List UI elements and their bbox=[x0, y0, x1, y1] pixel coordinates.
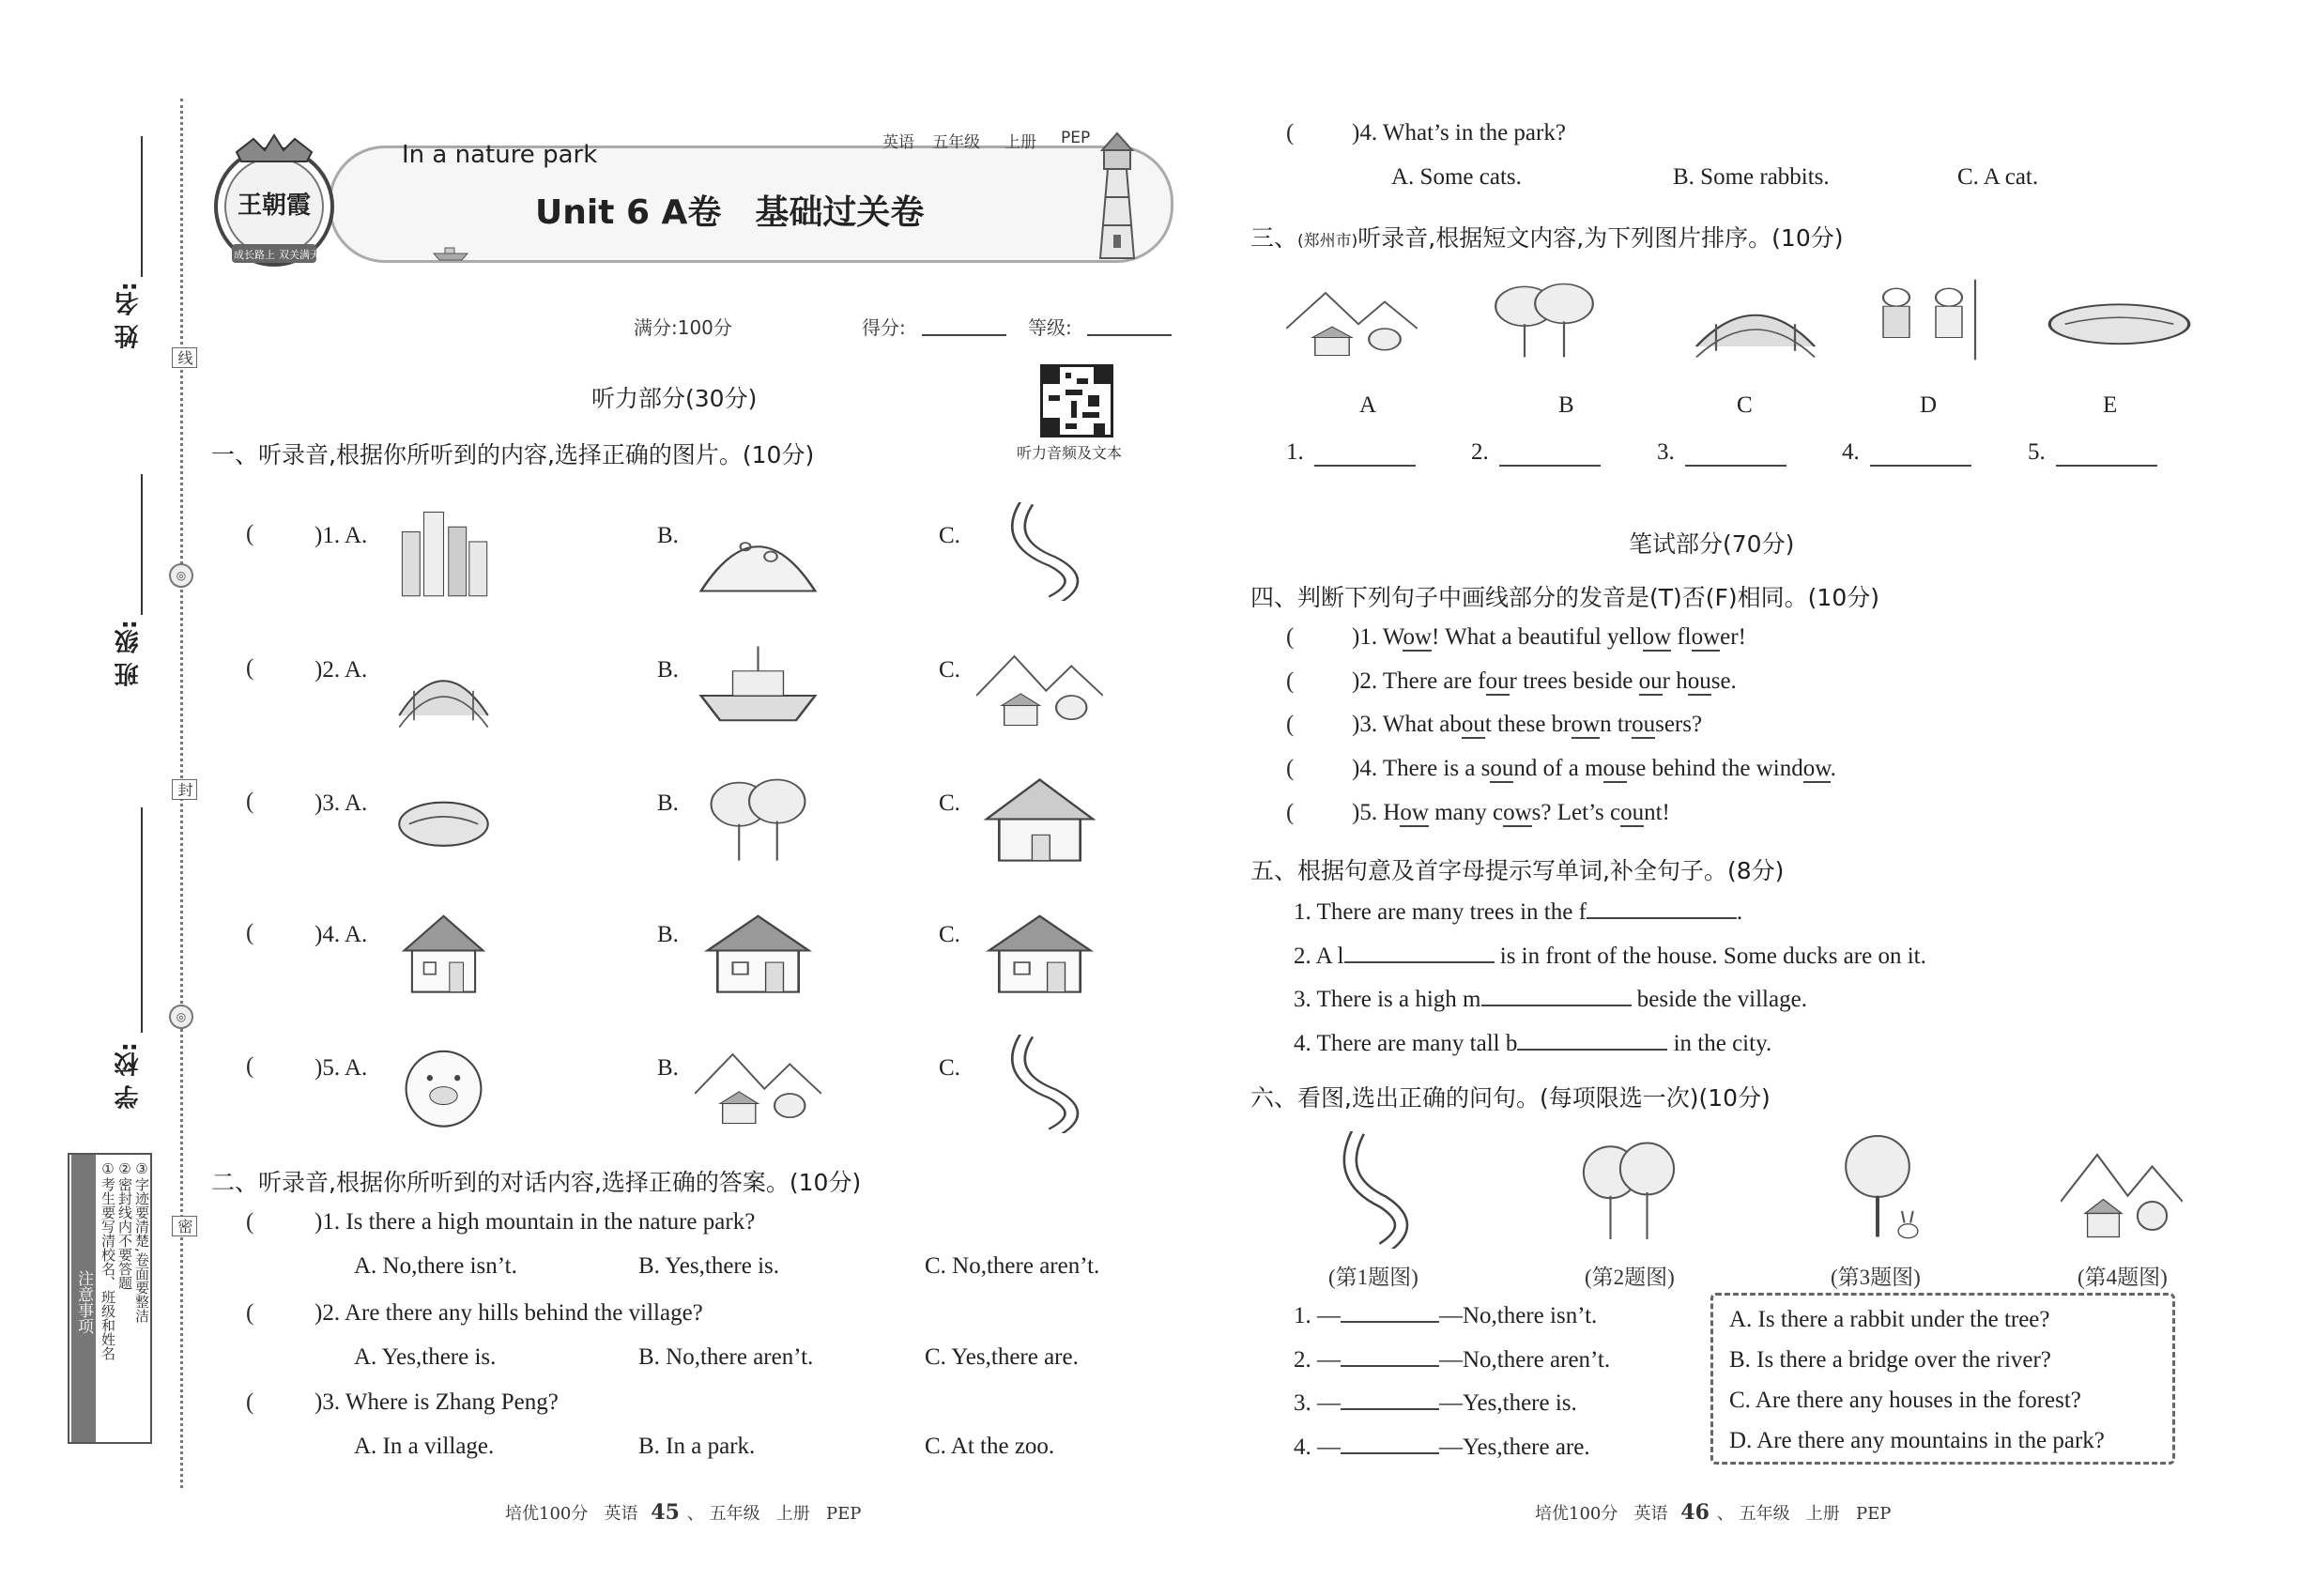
binding-mark-seal: 封 bbox=[172, 779, 197, 800]
sentence-text: H bbox=[1383, 800, 1401, 825]
underlined-letters: ou bbox=[1632, 712, 1656, 737]
pronunciation-sentence bbox=[1352, 668, 1737, 695]
sequence-picture-b[interactable] bbox=[1479, 275, 1610, 364]
sentence-text: W bbox=[1382, 624, 1403, 650]
footer-left: 培优100分 英语 45 、 五年级 上册 PEP bbox=[505, 1500, 862, 1525]
sentence-text: s? Let’s c bbox=[1531, 800, 1621, 825]
section-3-title bbox=[1250, 220, 1844, 253]
picture-caption: (第3题图) bbox=[1831, 1266, 1921, 1289]
option-c-label: C. bbox=[939, 523, 960, 548]
answer-paren-open[interactable]: ( bbox=[1286, 120, 1295, 146]
sentence-text: sers? bbox=[1655, 712, 1703, 737]
listen-question-row bbox=[0, 770, 1220, 873]
underlined-letters: ou bbox=[1461, 712, 1485, 737]
picture-label: D bbox=[1920, 392, 1938, 418]
full-score: 满分:100分 bbox=[634, 316, 732, 339]
underlined-letters: ow bbox=[1571, 712, 1601, 737]
river-village-picture[interactable] bbox=[976, 1035, 1103, 1133]
section-3-prefix: 三、 bbox=[1250, 224, 1298, 252]
question-picture-2 bbox=[1568, 1131, 1690, 1249]
option-b-label: B. bbox=[657, 523, 679, 548]
class-label: 班 级: bbox=[115, 620, 143, 687]
section-1-title: 一、听录音,根据你所听到的内容,选择正确的图片。(10分) bbox=[211, 441, 815, 468]
sentence-text: There is a s bbox=[1382, 756, 1491, 781]
question-number: )4. bbox=[1352, 756, 1383, 781]
fill-in-sentence bbox=[1294, 897, 1742, 926]
sentence-text: se behind the wind bbox=[1626, 756, 1803, 781]
pronunciation-sentence bbox=[1352, 756, 1836, 782]
name-label: 姓 名: bbox=[115, 282, 143, 349]
footer-grade: 五年级 bbox=[709, 1504, 760, 1524]
notice-item: ③字迹要清楚,卷面要整洁 bbox=[133, 1160, 150, 1323]
listen-question-row bbox=[0, 502, 1220, 606]
sentence-prefix: 3. There is a high m bbox=[1294, 987, 1481, 1012]
mountain-village-picture[interactable] bbox=[695, 1035, 821, 1133]
page-number: 45 bbox=[651, 1500, 680, 1525]
question-picture-3 bbox=[1817, 1131, 1939, 1249]
forest-picture[interactable] bbox=[695, 770, 821, 868]
question-text: )3. Where is Zhang Peng? bbox=[314, 1389, 559, 1415]
tag-term: 上册 bbox=[1004, 133, 1036, 152]
word-blank[interactable] bbox=[1587, 897, 1737, 919]
hut-picture[interactable] bbox=[976, 770, 1103, 868]
section-4-title: 四、判断下列句子中画线部分的发音是(T)否(F)相同。(10分) bbox=[1250, 584, 1879, 611]
pronunciation-sentence bbox=[1352, 800, 1670, 826]
notice-box bbox=[68, 1153, 152, 1444]
question-blank[interactable] bbox=[1341, 1388, 1439, 1410]
qr-caption: 听力音频及文本 bbox=[1017, 444, 1123, 462]
question-number: )5. bbox=[1352, 800, 1384, 825]
sentence-text: nt! bbox=[1644, 800, 1670, 825]
option-c-label: C. bbox=[939, 657, 960, 683]
dialogue-line bbox=[1294, 1300, 1597, 1329]
brand-slogan: 成长路上 bbox=[234, 249, 275, 261]
sentence-text: r trees beside bbox=[1509, 668, 1639, 694]
dialogue-reply: —No,there isn’t. bbox=[1439, 1303, 1598, 1328]
picture-label: A bbox=[1359, 392, 1377, 418]
question-number: )3. bbox=[1352, 712, 1383, 737]
option-b[interactable]: B. Some rabbits. bbox=[1673, 164, 1830, 190]
dialogue-reply: —Yes,there is. bbox=[1439, 1390, 1577, 1416]
picture-label: C bbox=[1737, 392, 1753, 418]
question-number: )2. bbox=[1352, 668, 1383, 694]
word-blank[interactable] bbox=[1481, 984, 1632, 1006]
sequence-picture-a[interactable] bbox=[1286, 275, 1418, 364]
tag-edition: PEP bbox=[1061, 129, 1091, 147]
sentence-prefix: 1. There are many trees in the f bbox=[1294, 899, 1587, 925]
sentence-text: What ab bbox=[1382, 712, 1462, 737]
answer-paren-open[interactable]: ( bbox=[246, 655, 254, 681]
notice-item: ②密封线内不要答题 bbox=[116, 1160, 133, 1290]
sentence-suffix: . bbox=[1736, 899, 1743, 925]
brand-slogan: 双关满天 bbox=[279, 249, 320, 261]
underlined-letters: ou bbox=[1687, 668, 1711, 694]
dialogue-number: 2. — bbox=[1294, 1347, 1341, 1373]
question-number: )3. A. bbox=[314, 790, 368, 816]
sequence-picture-d[interactable] bbox=[1857, 275, 1988, 364]
option-c[interactable]: C. No,there aren’t. bbox=[925, 1253, 1100, 1279]
underlined-letters: ou bbox=[1638, 668, 1663, 694]
answer-paren-open[interactable]: ( bbox=[246, 1209, 254, 1235]
footer-edition: PEP bbox=[825, 1504, 862, 1524]
dialogue-number: 4. — bbox=[1294, 1435, 1341, 1460]
question-picture-1 bbox=[1310, 1131, 1432, 1249]
question-number: )1. bbox=[1352, 624, 1383, 650]
sequence-picture-c[interactable] bbox=[1690, 275, 1821, 364]
question-number: )5. A. bbox=[314, 1055, 368, 1081]
footer-term: 上册 bbox=[1805, 1504, 1840, 1524]
underlined-letters: ou bbox=[1490, 756, 1514, 781]
answer-paren-open[interactable]: ( bbox=[1286, 624, 1295, 650]
footer-grade: 五年级 bbox=[1739, 1504, 1790, 1524]
question-blank[interactable] bbox=[1341, 1300, 1439, 1323]
picture-caption: (第2题图) bbox=[1585, 1266, 1675, 1289]
dialogue-number: 1. — bbox=[1294, 1303, 1341, 1328]
order-blank[interactable] bbox=[1499, 465, 1601, 467]
section-3-city: (郑州市) bbox=[1297, 232, 1358, 251]
footer-book: 培优100分 bbox=[1535, 1504, 1618, 1524]
notice-title: 注意事项 bbox=[71, 1155, 96, 1442]
answer-paren-open[interactable]: ( bbox=[1286, 756, 1295, 781]
section-6-title: 六、看图,选出正确的问句。(每项限选一次)(10分) bbox=[1250, 1084, 1771, 1112]
word-blank[interactable] bbox=[1344, 941, 1495, 963]
dialogue-line bbox=[1294, 1432, 1590, 1461]
answer-paren-open[interactable]: ( bbox=[1286, 712, 1295, 737]
option-a[interactable]: A. In a village. bbox=[354, 1434, 495, 1459]
writing-part-title: 笔试部分(70分) bbox=[1629, 530, 1795, 558]
option-b-label: B. bbox=[657, 1055, 679, 1081]
answer-paren-open[interactable]: ( bbox=[246, 920, 254, 945]
sentence-suffix: beside the village. bbox=[1631, 987, 1807, 1012]
listen-question-row bbox=[0, 901, 1220, 1005]
order-number: 1. bbox=[1286, 439, 1304, 465]
underlined-letters: ou bbox=[1620, 800, 1645, 825]
sentence-text: er! bbox=[1720, 624, 1746, 650]
fill-in-sentence bbox=[1294, 1028, 1771, 1057]
sentence-text: r h bbox=[1662, 668, 1688, 694]
picture-label: E bbox=[2103, 392, 2118, 418]
dialogue-line bbox=[1294, 1344, 1610, 1373]
question-text: )4. What’s in the park? bbox=[1352, 120, 1566, 146]
binding-mark-line: 线 bbox=[172, 347, 197, 368]
option-b[interactable]: B. No,there aren’t. bbox=[638, 1344, 814, 1370]
sequence-picture-e[interactable] bbox=[2042, 275, 2197, 364]
brand-logo bbox=[208, 131, 340, 272]
sentence-text: fl bbox=[1671, 624, 1692, 650]
question-number: )4. A. bbox=[314, 922, 368, 947]
score-label: 得分: bbox=[862, 316, 906, 339]
option-a[interactable]: A. Yes,there is. bbox=[354, 1344, 497, 1370]
answer-paren-open[interactable]: ( bbox=[246, 1300, 254, 1326]
grade-label: 等级: bbox=[1028, 316, 1072, 339]
binding-mark-secret: 密 bbox=[172, 1216, 197, 1236]
sentence-text: many c bbox=[1428, 800, 1504, 825]
question-blank[interactable] bbox=[1341, 1432, 1439, 1454]
page-title: Unit 6 A卷 基础过关卷 bbox=[535, 193, 925, 232]
boat-picture[interactable] bbox=[695, 637, 821, 735]
option-b-label: B. bbox=[657, 790, 679, 816]
underlined-letters: ou bbox=[1602, 756, 1627, 781]
lake-picture[interactable] bbox=[394, 770, 493, 868]
footer-term: 上册 bbox=[775, 1504, 810, 1524]
listening-part-title: 听力部分(30分) bbox=[591, 385, 758, 412]
lighthouse-icon bbox=[1080, 122, 1155, 263]
option-c[interactable]: C. Yes,there are. bbox=[925, 1344, 1079, 1370]
option-b[interactable]: B. Yes,there is. bbox=[638, 1253, 780, 1279]
underlined-letters: ow bbox=[1400, 800, 1429, 825]
sentence-text: se. bbox=[1710, 668, 1737, 694]
sentence-text: . bbox=[1830, 756, 1836, 781]
section-3-title-text: 听录音,根据短文内容,为下列图片排序。(10分) bbox=[1357, 224, 1844, 252]
picture-caption: (第1题图) bbox=[1328, 1266, 1418, 1289]
option-c[interactable]: C. At the zoo. bbox=[925, 1434, 1055, 1459]
footer-subject: 英语 bbox=[1633, 1504, 1668, 1524]
pig-face-picture[interactable] bbox=[394, 1035, 493, 1133]
order-number: 2. bbox=[1471, 439, 1489, 465]
pronunciation-sentence bbox=[1352, 624, 1746, 651]
answer-paren-open[interactable]: ( bbox=[246, 1053, 254, 1079]
order-number: 5. bbox=[2028, 439, 2046, 465]
answer-paren-open[interactable]: ( bbox=[246, 789, 254, 814]
page-number: 46 bbox=[1680, 1500, 1710, 1525]
sentence-text: nd of a m bbox=[1513, 756, 1603, 781]
order-number: 3. bbox=[1657, 439, 1675, 465]
sentence-suffix: in the city. bbox=[1667, 1031, 1772, 1056]
brand-name: 王朝霞 bbox=[237, 192, 311, 220]
underlined-letters: ow bbox=[1503, 800, 1532, 825]
house-with-dog-picture[interactable] bbox=[976, 901, 1103, 1000]
unit-subtitle: In a nature park bbox=[402, 141, 598, 169]
sentence-prefix: 2. A l bbox=[1294, 944, 1344, 969]
grade-field[interactable] bbox=[1087, 334, 1172, 336]
underlined-letters: ow bbox=[1802, 756, 1831, 781]
sentence-text: t these br bbox=[1484, 712, 1572, 737]
picture-label: B bbox=[1558, 392, 1574, 418]
option-b-label: B. bbox=[657, 922, 679, 947]
school-label: 学 校: bbox=[115, 1042, 143, 1110]
question-picture-4 bbox=[2061, 1131, 2183, 1249]
answer-option: D. Are there any mountains in the park? bbox=[1729, 1428, 2105, 1453]
sentence-prefix: 4. There are many tall b bbox=[1294, 1031, 1518, 1056]
tag-subject: 英语 bbox=[882, 133, 914, 152]
order-blank[interactable] bbox=[2056, 465, 2157, 467]
order-blank[interactable] bbox=[1685, 465, 1786, 467]
name-field[interactable] bbox=[141, 136, 143, 277]
question-number: )1. A. bbox=[314, 523, 368, 548]
option-a[interactable]: A. No,there isn’t. bbox=[354, 1253, 517, 1279]
answer-paren-open[interactable]: ( bbox=[1286, 800, 1295, 825]
answer-option: B. Is there a bridge over the river? bbox=[1729, 1347, 2051, 1373]
question-blank[interactable] bbox=[1341, 1344, 1439, 1367]
binding-coin-icon: ◎ bbox=[169, 1005, 193, 1029]
notice-item: ①考生要写清校名、班级和姓名 bbox=[100, 1160, 116, 1360]
option-c[interactable]: C. A cat. bbox=[1957, 164, 2039, 190]
qr-code-icon[interactable] bbox=[1040, 364, 1113, 437]
underlined-letters: ow bbox=[1642, 624, 1672, 650]
bridge-picture[interactable] bbox=[394, 637, 493, 735]
question-text: )2. Are there any hills behind the village? bbox=[314, 1300, 703, 1326]
sentence-text: n tr bbox=[1600, 712, 1633, 737]
sentence-suffix: is in front of the house. Some ducks are on it. bbox=[1494, 944, 1926, 969]
dialogue-number: 3. — bbox=[1294, 1390, 1341, 1416]
dialogue-reply: —Yes,there are. bbox=[1439, 1435, 1590, 1460]
footer-edition: PEP bbox=[1855, 1504, 1892, 1524]
footer-book: 培优100分 bbox=[505, 1504, 589, 1524]
option-b[interactable]: B. In a park. bbox=[638, 1434, 756, 1459]
word-blank[interactable] bbox=[1517, 1028, 1667, 1051]
answer-options-box bbox=[1710, 1293, 2175, 1465]
underlined-letters: ou bbox=[1485, 668, 1510, 694]
sentence-text: ! What a beautiful yell bbox=[1432, 624, 1643, 650]
option-c-label: C. bbox=[939, 790, 960, 816]
section-2-title: 二、听录音,根据你所听到的对话内容,选择正确的答案。(10分) bbox=[211, 1169, 862, 1196]
dialogue-reply: —No,there aren’t. bbox=[1439, 1347, 1611, 1373]
answer-paren-open[interactable]: ( bbox=[1286, 668, 1295, 694]
question-number: )2. A. bbox=[314, 657, 368, 683]
fill-in-sentence bbox=[1294, 941, 1926, 970]
dialogue-line bbox=[1294, 1388, 1577, 1417]
binding-coin-icon: ◎ bbox=[169, 563, 193, 588]
score-field[interactable] bbox=[922, 334, 1006, 336]
option-c-label: C. bbox=[939, 922, 960, 947]
order-blank[interactable] bbox=[1314, 465, 1416, 467]
house-with-bird-picture[interactable] bbox=[695, 901, 821, 1000]
tag-grade: 五年级 bbox=[932, 133, 980, 152]
answer-paren-open[interactable]: ( bbox=[246, 521, 254, 546]
village-picture[interactable] bbox=[976, 637, 1103, 735]
underlined-letters: ow bbox=[1691, 624, 1721, 650]
sentence-text: There are f bbox=[1382, 668, 1486, 694]
city-buildings-picture[interactable] bbox=[394, 502, 493, 601]
boat-icon bbox=[432, 246, 469, 261]
answer-option: C. Are there any houses in the forest? bbox=[1729, 1388, 2081, 1413]
underlined-letters: ow bbox=[1403, 624, 1433, 650]
option-b-label: B. bbox=[657, 657, 679, 683]
pronunciation-sentence bbox=[1352, 712, 1702, 738]
house-picture[interactable] bbox=[394, 901, 493, 1000]
footer-subject: 英语 bbox=[604, 1504, 638, 1524]
picture-caption: (第4题图) bbox=[2078, 1266, 2168, 1289]
order-blank[interactable] bbox=[1870, 465, 1971, 467]
order-number: 4. bbox=[1842, 439, 1860, 465]
listen-question-row bbox=[0, 637, 1220, 740]
section-5-title: 五、根据句意及首字母提示写单词,补全句子。(8分) bbox=[1250, 857, 1785, 884]
listen-question-row bbox=[0, 1035, 1220, 1138]
question-text: )1. Is there a high mountain in the nature park? bbox=[314, 1209, 756, 1235]
answer-option: A. Is there a rabbit under the tree? bbox=[1729, 1307, 2050, 1332]
footer-right: 培优100分 英语 46 、 五年级 上册 PEP bbox=[1535, 1500, 1892, 1525]
option-c-label: C. bbox=[939, 1055, 960, 1081]
option-a[interactable]: A. Some cats. bbox=[1391, 164, 1522, 190]
fill-in-sentence bbox=[1294, 984, 1807, 1013]
hill-picture[interactable] bbox=[695, 502, 821, 601]
lake-view-picture[interactable] bbox=[976, 502, 1103, 601]
answer-paren-open[interactable]: ( bbox=[246, 1389, 254, 1415]
